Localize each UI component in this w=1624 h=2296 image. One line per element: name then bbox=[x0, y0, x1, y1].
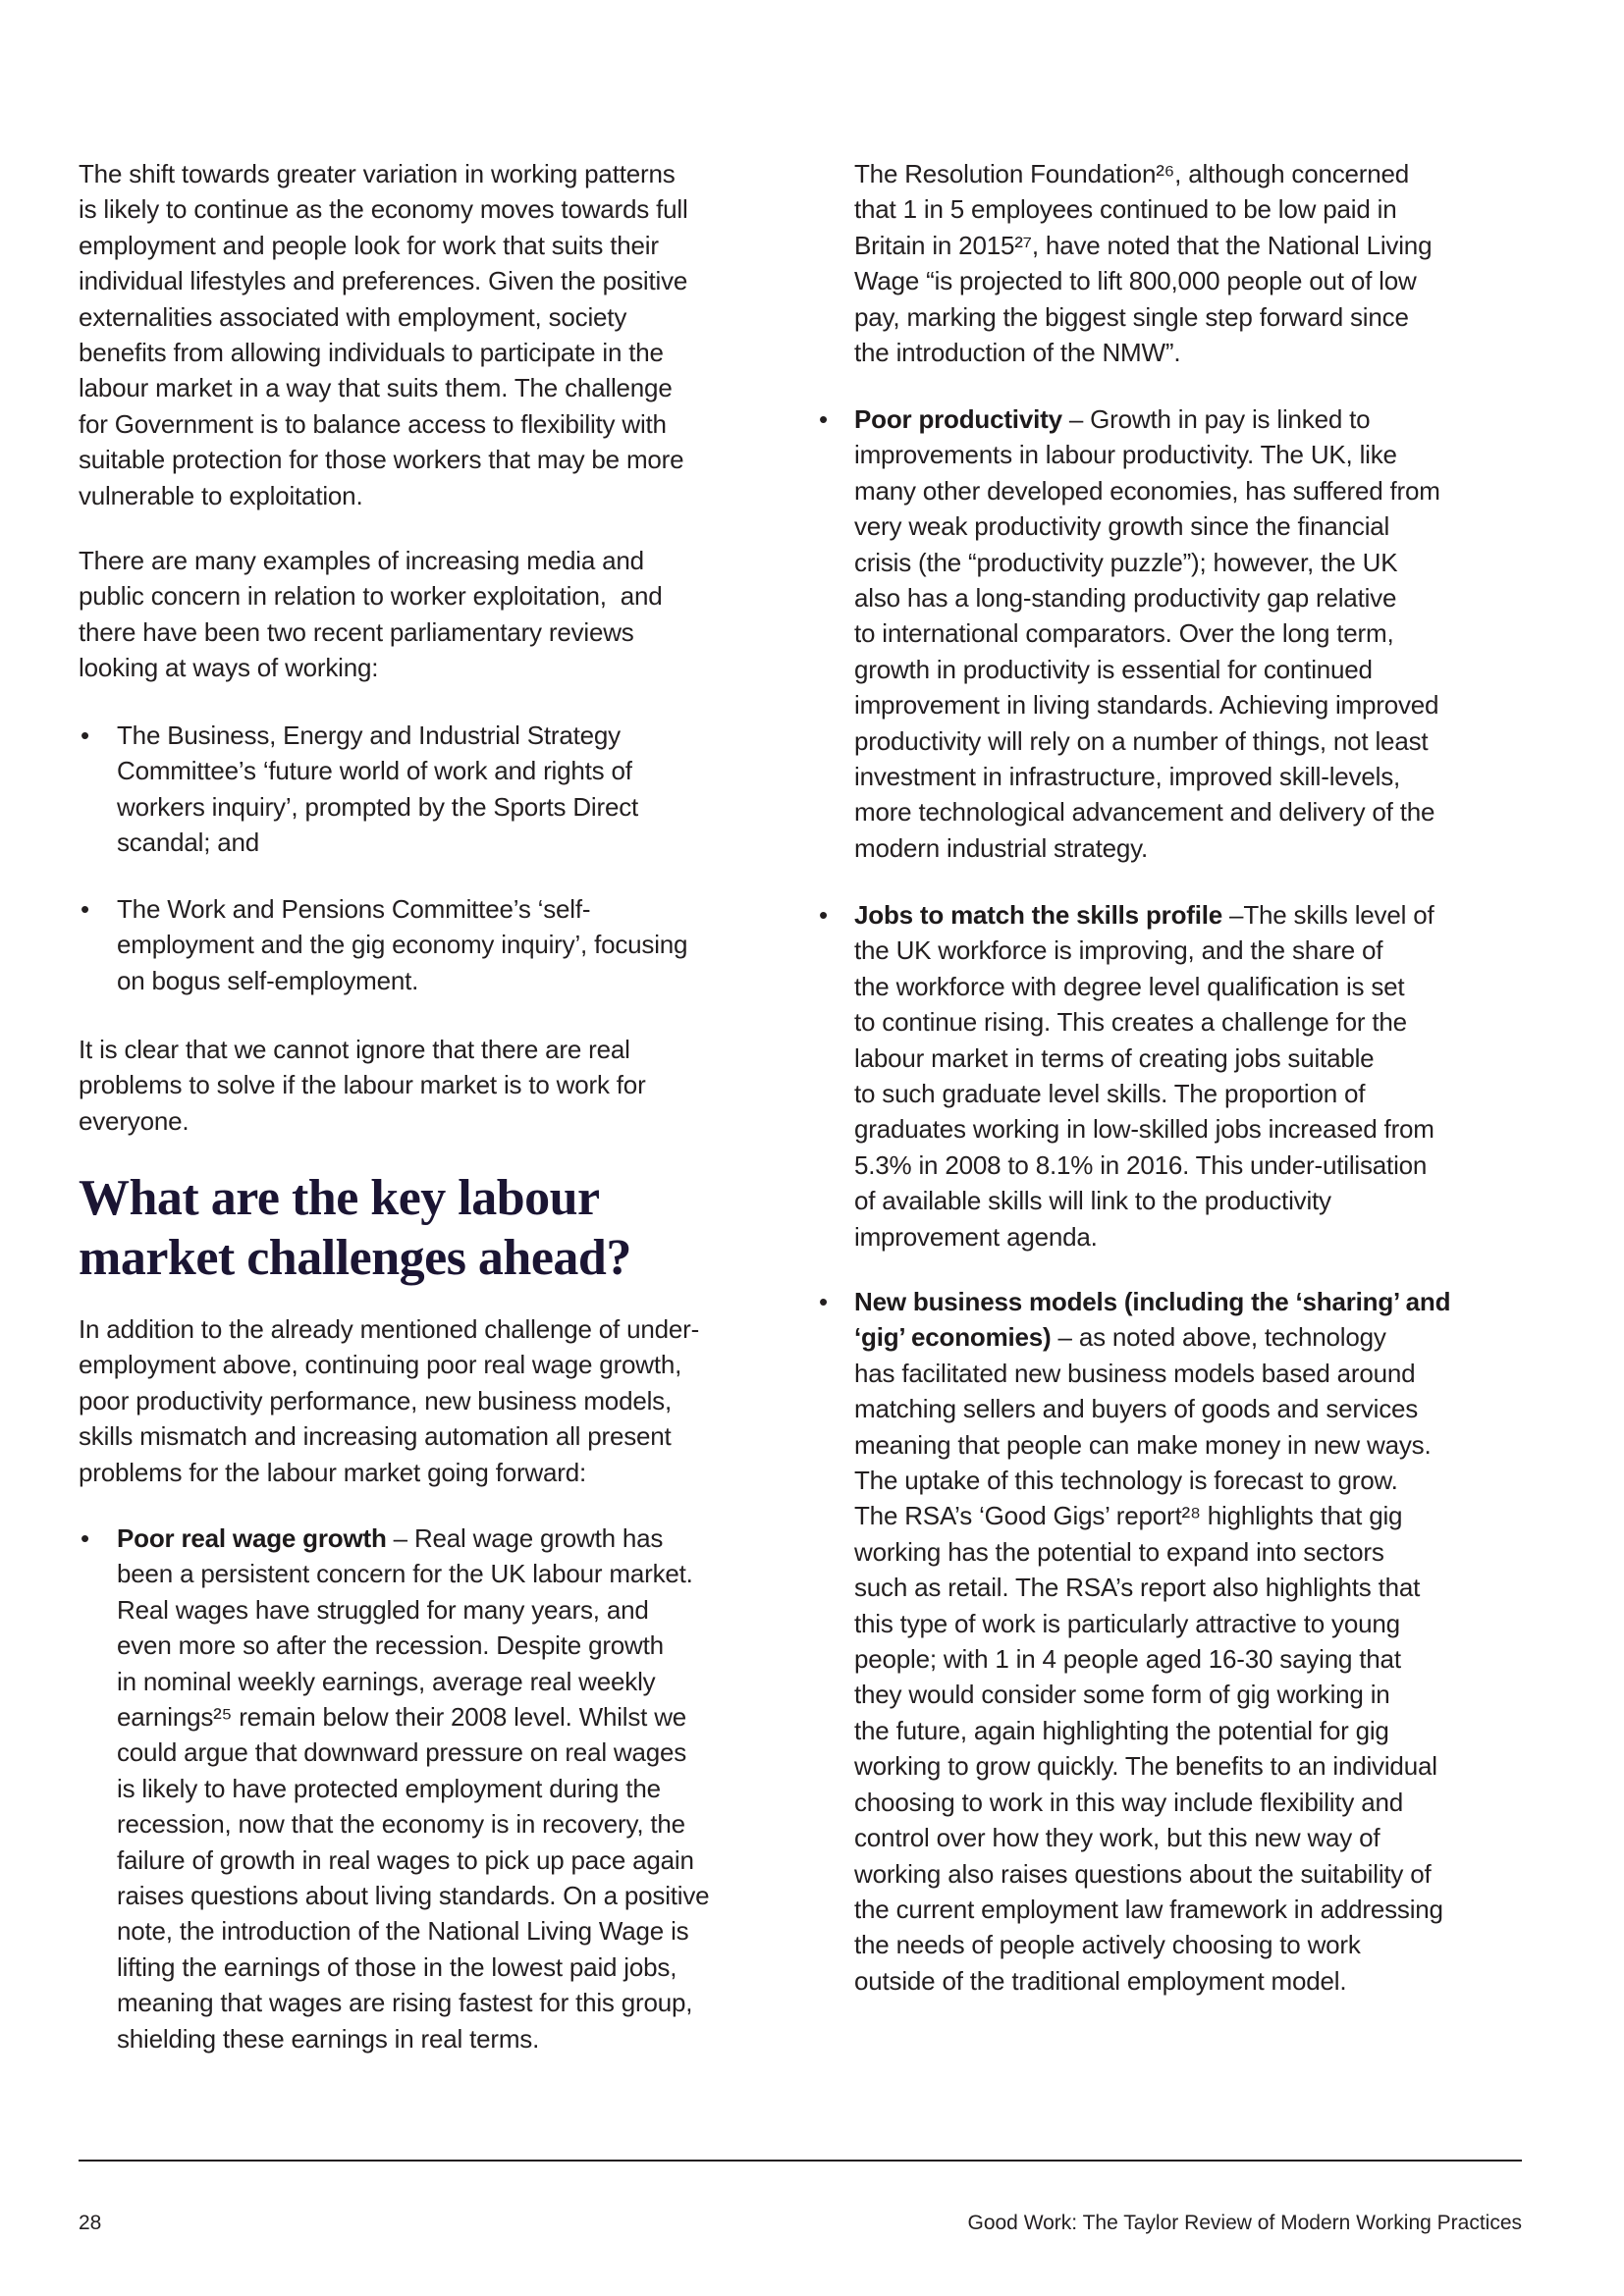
list-item-beis-inquiry: The Business, Energy and Industrial Strategy Committee’s ‘future world of work and rights of workers inquiry’, prompted by the Sports Direct scandal; and bbox=[117, 721, 639, 858]
conclusion-paragraph: It is clear that we cannot ignore that there are real problems to solve if the labour market is to work for everyone. bbox=[79, 1035, 646, 1136]
bullet-icon: • bbox=[819, 404, 829, 434]
list-item-lead: Poor productivity bbox=[854, 404, 1062, 434]
list-item-lead: Poor real wage growth bbox=[117, 1523, 387, 1553]
list-item-business-models bbox=[854, 1284, 1450, 1999]
intro-paragraph: The shift towards greater variation in working patterns is likely to continue as the economy moves towards full employment and people look for work that suits their individual lifestyles and preferences. Given the positive externalities associated with employment, society benefits from allowing individuals to participate in the labour market in a way that suits them. The challenge for Government is to balance access to flexibility with suitable protection for those workers that may be more vulnerable to exploitation. bbox=[79, 159, 688, 510]
footer-divider bbox=[79, 2160, 1522, 2162]
list-item-skills bbox=[854, 897, 1435, 1255]
list-item-lead: New business models (including the ‘sharing’ and ‘gig’ economies) bbox=[854, 1287, 1451, 1353]
page-number: 28 bbox=[79, 2212, 102, 2234]
list-item-text: – as noted above, technology has facilitated new business models based around matching sellers and buyers of goods and services meaning that people can make money in new ways. The uptake of this technology is forecast to grow. The RSA’s ‘Good Gigs’ report²⁸ highlights that gig working has the potential to expand into sectors such as retail. The RSA’s report also highlights that this type of work is particularly attractive to young people; with 1 in 4 people aged 16-30 saying that they would consider some form of gig working in the future, again highlighting the potential for gig working to grow quickly. The benefits to an individual choosing to work in this way include flexibility and control over how they work, but this new way of working also raises questions about the suitability of the current employment law framework in addressing the needs of people actively choosing to work outside of the traditional employment model. bbox=[854, 1322, 1443, 1996]
challenges-intro-paragraph: In addition to the already mentioned challenge of under- employment above, continuing poor real wage growth, poor productivity performance, new business models, skills mismatch and increasing automation all present problems for the labour market going forward: bbox=[79, 1314, 700, 1487]
list-item-wage-growth bbox=[117, 1521, 709, 2056]
list-item-wpc-inquiry: The Work and Pensions Committee’s ‘self- employment and the gig economy inquiry’, focusing on bogus self-employment. bbox=[117, 894, 688, 995]
bullet-icon: • bbox=[819, 900, 829, 930]
bullet-icon: • bbox=[81, 1523, 90, 1553]
document-title: Good Work: The Taylor Review of Modern Working Practices bbox=[967, 2212, 1522, 2234]
bullet-icon: • bbox=[819, 1287, 829, 1316]
resolution-foundation-paragraph: The Resolution Foundation²⁶, although concerned that 1 in 5 employees continued to be low paid in Britain in 2015²⁷, have noted that the National Living Wage “is projected to lift 800,000 people out of low pay, marking the biggest single step forward since the introduction of the NMW”. bbox=[854, 159, 1433, 368]
section-heading: What are the key labour market challenges ahead? bbox=[79, 1170, 631, 1286]
bullet-icon: • bbox=[81, 721, 90, 750]
bullet-icon: • bbox=[81, 894, 90, 924]
list-item-lead: Jobs to match the skills profile bbox=[854, 900, 1223, 930]
reviews-paragraph: There are many examples of increasing media and public concern in relation to worker exploitation, and there have been two recent parliamentary reviews looking at ways of working: bbox=[79, 546, 663, 683]
list-item-text: – Real wage growth has been a persistent concern for the UK labour market. Real wages have struggled for many years, and even more so after the recession. Despite growth in nominal weekly earnings, average real weekly earnings²⁵ remain below their 2008 level. Whilst we could argue that downward pressure on real wages is likely to have protected employment during the recession, now that the economy is in recovery, the failure of growth in real wages to pick up pace again raises questions about living standards. On a positive note, the introduction of the National Living Wage is lifting the earnings of those in the lowest paid jobs, meaning that wages are rising fastest for this group, shielding these earnings in real terms. bbox=[117, 1523, 710, 2054]
list-item-text: – Growth in pay is linked to improvements in labour productivity. The UK, like many other developed economies, has suffered from very weak productivity growth since the financial crisis (the “productivity puzzle”); however, the UK also has a long-standing productivity gap relative to international comparators. Over the long term, growth in productivity is essential for continued improvement in living standards. Achieving improved productivity will rely on a number of things, not least investment in infrastructure, improved skill-levels, more technological advancement and delivery of the modern industrial strategy. bbox=[854, 404, 1440, 863]
list-item-productivity bbox=[854, 401, 1440, 866]
list-item-text: –The skills level of the UK workforce is improving, and the share of the workforce with degree level qualification is set to continue rising. This creates a challenge for the labour market in terms of creating jobs suitable to such graduate level skills. The proportion of graduates working in low-skilled jobs increased from 5.3% in 2008 to 8.1% in 2016. This under-utilisation of available skills will link to the productivity improvement agenda. bbox=[854, 900, 1435, 1252]
